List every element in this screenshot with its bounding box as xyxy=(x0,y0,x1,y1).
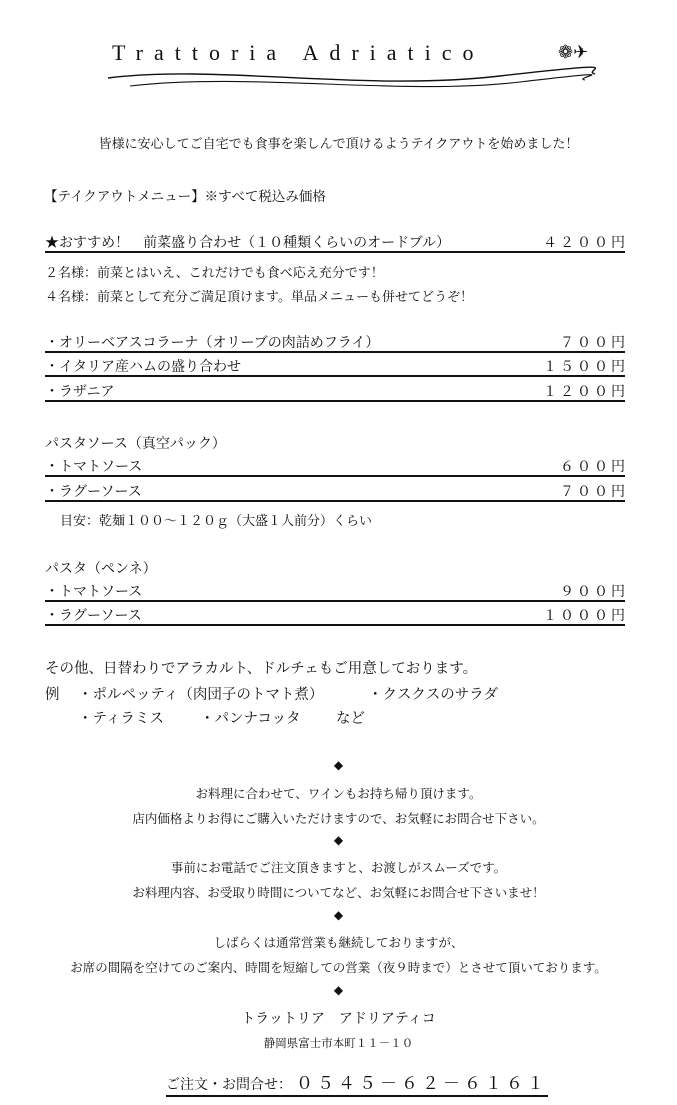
item-price: １２００円 xyxy=(543,384,628,400)
info-line: お席の間隔を空けてのご案内、時間を短縮しての営業（夜９時まで）とさせて頂いております。 xyxy=(70,960,607,975)
item-name: ・トマトソース xyxy=(45,459,143,475)
item-price: ９００円 xyxy=(560,584,628,600)
info-line: お料理に合わせて、ワインもお持ち帰り頂けます。 xyxy=(195,786,482,801)
sauce-item-row xyxy=(45,457,628,477)
diamond-icon: ◆ xyxy=(333,908,344,922)
menu-item-row xyxy=(45,382,628,402)
shop-name: トラットリア アドリアティコ xyxy=(241,1011,436,1027)
item-name: ・オリーベアスコラーナ（オリーブの肉詰めフライ） xyxy=(45,335,380,351)
intro-text: 皆様に安心してご自宅でも食事を楽しんで頂けるようテイクアウトを始めました！ xyxy=(98,137,579,152)
example-label: 例 xyxy=(45,687,60,703)
item-price: １５００円 xyxy=(543,359,628,375)
item-name: ★おすすめ！ 前菜盛り合わせ（１０種類くらいのオードブル） xyxy=(45,235,451,251)
sauce-section-title: パスタソース（真空パック） xyxy=(45,436,226,452)
example-item: ・パンナコッタ xyxy=(200,711,301,727)
pasta-section-title: パスタ（ペンネ） xyxy=(45,561,157,577)
example-item: ・ポルペッティ（肉団子のトマト煮） xyxy=(78,687,324,703)
item-name: ・イタリア産ハムの盛り合わせ xyxy=(45,359,241,375)
example-item: ・ティラミス xyxy=(78,711,164,727)
example-item: ・クスクスのサラダ xyxy=(368,687,499,703)
menu-item-row xyxy=(45,357,628,377)
info-line: 事前にお電話でご注文頂きますと、お渡しがスムーズです。 xyxy=(170,860,507,875)
others-text: その他、日替わりでアラカルト、ドルチェもご用意しております。 xyxy=(45,661,478,677)
item-name: ・ラグーソース xyxy=(45,608,142,624)
item-price: ４２００円 xyxy=(543,235,628,251)
sauce-note: 目安：乾麺１００～１２０ｇ（大盛１人前分）くらい xyxy=(60,514,373,529)
diamond-icon: ◆ xyxy=(333,833,344,847)
info-line: 店内価格よりお得にご購入いただけますので、お気軽にお問合せ下さい。 xyxy=(132,811,545,826)
item-price: ７００円 xyxy=(560,484,628,500)
diamond-icon: ◆ xyxy=(333,758,344,772)
item-name: ・ラザニア xyxy=(45,384,115,400)
info-line: しばらくは通常営業も継続しておりますが、 xyxy=(213,935,464,950)
featured-item-row xyxy=(45,233,628,253)
item-price: ６００円 xyxy=(560,459,628,475)
shop-title: Trattoria Adriatico xyxy=(112,40,485,65)
phone-number[interactable]: ０５４５－６２－６１６１ xyxy=(296,1074,548,1094)
item-price: １０００円 xyxy=(543,608,628,624)
item-name: ・トマトソース xyxy=(45,584,143,600)
info-line: お料理内容、お受取り時間についてなど、お気軽にお問合せ下さいませ！ xyxy=(132,885,545,900)
menu-item-row xyxy=(45,333,628,353)
wave-underline xyxy=(100,60,600,100)
sauce-item-row xyxy=(45,482,628,502)
featured-note: ４名様：前菜として充分ご満足頂けます。単品メニューも併せてどうぞ！ xyxy=(45,290,473,305)
diamond-icon: ◆ xyxy=(333,983,344,997)
flower-plane-logo-icon: ❁✈ xyxy=(558,42,589,63)
pasta-item-row xyxy=(45,606,628,626)
example-item: など xyxy=(336,711,365,727)
phone-label: ご注文・お問合せ： xyxy=(166,1077,292,1093)
menu-heading: 【テイクアウトメニュー】※すべて税込み価格 xyxy=(44,189,326,205)
shop-address: 静岡県富士市本町１１－１０ xyxy=(263,1036,414,1050)
item-name: ・ラグーソース xyxy=(45,484,142,500)
phone-contact[interactable] xyxy=(166,1069,548,1097)
pasta-item-row xyxy=(45,582,628,602)
featured-note: ２名様：前菜とはいえ、これだけでも食べ応え充分です！ xyxy=(45,266,384,281)
item-price: ７００円 xyxy=(560,335,628,351)
